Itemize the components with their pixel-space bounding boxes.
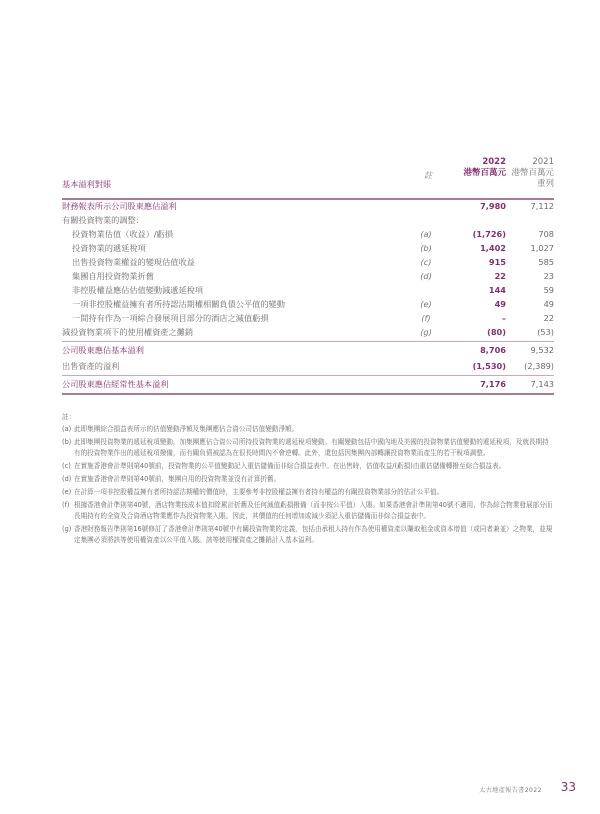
table-row: 有關投資物業的調整： — [62, 215, 144, 225]
table-row: 公司股東應佔經常性基本溢利 7,176 7,143 — [62, 379, 554, 389]
column-header-2022 — [454, 157, 506, 179]
table-header — [62, 157, 554, 197]
table-row: 出售資產的溢利 (1,530) (2,389) — [62, 361, 554, 371]
footnote-b: (b) 此即集團投資物業的遞延稅項變動，加集團應佔合資公司所持投資物業的遞延稅項變動。有關變動包括中國內地及美國的投資物業估值變動的遞延稅項，及就長期持有的投資物業作出的遞延稅項撥備，而有關負債被認為在很長時間內不會逆轉。此外，還包括因集團內部轉讓投資物業而產生的若干稅項調整。 — [62, 438, 549, 457]
restated-label: 重列 — [536, 179, 554, 189]
footnotes — [62, 412, 554, 548]
report-title: 太古地產報告書2022 — [479, 787, 542, 794]
footnote-d: (d) 在實施香港會計準則第40號前，集團自用的投資物業並沒有計算折舊。 — [62, 475, 281, 483]
note-column-header: 註 — [424, 171, 432, 180]
unit-2022: 港幣百萬元 — [463, 168, 506, 178]
table-row: 投資物業估值（收益）/虧損 (a) (1,726) 708 — [72, 229, 554, 239]
year-2022: 2022 — [482, 157, 506, 167]
table-row: 公司股東應佔基本溢利 8,706 9,532 — [62, 345, 554, 355]
year-2021: 2021 — [532, 157, 554, 167]
footnote-e: (e) 在計算一項非控股權益擁有者所持認沽期權的價值時，主要參考非控股權益擁有者持有權益的有關投資物業部分的估計公平值。 — [62, 488, 444, 496]
table-row: 減投資物業項下的使用權資產之攤銷 (g) (80) (53) — [62, 327, 554, 337]
footnote-g: (g) 香港財務報告準則第16號修訂了香港會計準則第40號中有關投資物業的定義，包括由承租人持有作為使用權資產以賺取租金或資本增值（或同者兼並）之物業，並規定集團必須將該等使用權資產以公平值入賬。該等使用權資產之攤銷計入基本溢利。 — [62, 525, 553, 544]
footnote-a: (a) 此即集團綜合損益表所示的估值變動淨額及集團應佔合資公司估值變動淨額。 — [62, 425, 299, 433]
table-row: 投資物業的遞延稅項 (b) 1,402 1,027 — [72, 243, 554, 253]
table-row: 一間持有作為一項綜合發展項目部分的酒店之減值虧損 (f) – 22 — [72, 313, 554, 323]
subtotal-divider — [62, 341, 554, 342]
table-row: 非控股權益應佔估值變動減遞延稅項 144 59 — [72, 285, 554, 295]
total-bottom-divider — [62, 393, 554, 395]
table-row: 一項非控股權益擁有者所持認沽期權相關負債公平值的變動 (e) 49 49 — [72, 299, 554, 309]
page-number: 33 — [560, 780, 576, 794]
footnotes-heading: 註： — [62, 413, 76, 421]
table-row: 財務報表所示公司股東應佔溢利 7,980 7,112 — [62, 201, 554, 211]
column-header-2021 — [510, 157, 554, 190]
footnote-f: (f) 根據香港會計準則第40號，酒店物業按成本值扣除累計折舊及任何減值虧損撥備（而非按公平值）入賬。如果香港會計準則第40號不適用，作為綜合物業發展部分而長期持有的全資及合資酒店物業應作為投資物業入賬。因此，其價值的任何增加或減少須記入重估儲備而非綜合損益表中。 — [62, 501, 553, 520]
footnote-c: (c) 在實施香港會計準則第40號前，投資物業的公平值變動記入重估儲備而非綜合損益表中。在出售時，估值收益/(虧損)由重估儲備轉撥至綜合損益表。 — [62, 462, 506, 470]
table-title: 基本溢利對賬 — [62, 179, 112, 189]
table-row: 集團自用投資物業折舊 (d) 22 23 — [72, 271, 554, 281]
table-row: 出售投資物業權益的變現估值收益 (c) 915 585 — [72, 257, 554, 267]
page-footer — [420, 780, 580, 796]
total-top-divider — [62, 375, 554, 376]
unit-2021: 港幣百萬元 — [511, 168, 554, 178]
